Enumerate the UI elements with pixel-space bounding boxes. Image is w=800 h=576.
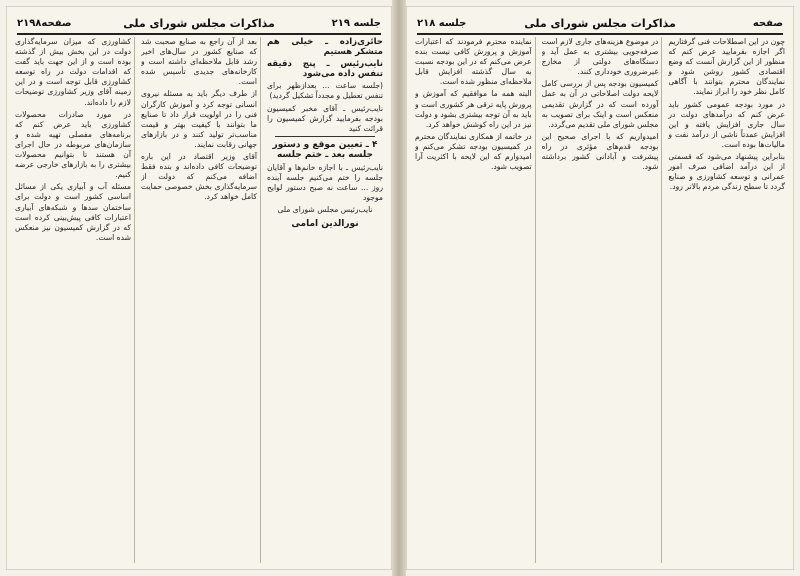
- text-column: [668, 37, 785, 563]
- signature-name: نورالدین امامی: [291, 218, 359, 229]
- paragraph: در خاتمه از همکاری نمایندگان محترم در کمیسیون بودجه تشکر می‌کنم و امیدوارم که این لایحه با اکثریت آرا تصویب شود.: [414, 131, 532, 172]
- paragraph: بنابراین پیشنهاد می‌شود که قسمتی از این درآمد اضافی صرف امور عمرانی و توسعه کشاورزی و صنایع گردد تا سطح زندگی مردم بالاتر رود.: [668, 152, 785, 192]
- page-number: صفحه: [752, 18, 783, 29]
- text-column: [415, 37, 536, 563]
- left-page-header: [17, 15, 381, 35]
- text-column: [141, 37, 261, 563]
- section-heading: ۴ ـ تعیین موقع و دستور جلسه بعد ـ ختم جلسه: [272, 139, 378, 160]
- paragraph: در موضوع هزینه‌های جاری لازم است صرفه‌جویی بیشتری به عمل آید و دستگاه‌های دولتی از مخارج غیرضروری خودداری کنند.: [541, 37, 659, 77]
- paragraph: حائری‌زاده ـ خیلی هم متشکر هستیم: [267, 37, 383, 58]
- left-page: [6, 6, 392, 570]
- session-number: جلسه ۲۱۸: [417, 18, 467, 29]
- paragraph: از طرف دیگر باید به مسئله نیروی انسانی توجه کرد و آموزش کارگران فنی را در اولویت قرار داد تا صنایع ما بتوانند با کیفیت بهتر و قیمت مناسب‌تر تولید کنند و در بازارهای جهانی رقابت نمایند.: [141, 89, 257, 149]
- text-column: [15, 37, 135, 563]
- paragraph: آقای وزیر اقتصاد در این باره توضیحات کافی داده‌اند و بنده فقط اضافه می‌کنم که دولت از سرمایه‌گذاری بخش خصوصی حمایت کامل خواهد کرد.: [141, 152, 257, 202]
- paragraph: بعد از آن راجع به صنایع صحبت شد که صنایع کشور در سال‌های اخیر رشد قابل ملاحظه‌ای داشته است و کارخانه‌های جدیدی تأسیس شده است.: [141, 37, 257, 87]
- left-columns: [15, 37, 383, 563]
- paragraph: در مورد صادرات محصولات کشاورزی باید عرض کنم که برنامه‌های مفصلی تهیه شده و سازمان‌های مربوطه در حال اجرای آن هستند تا بتوانیم محصولات بیشتری را به بازارهای خارجی عرضه کنیم.: [15, 109, 131, 180]
- paragraph: چون در این اصطلاحات فنی گرفتاریم اگر اجازه بفرمایید عرض کنم که منظور از این گزارش آنست که وضع اقتصادی کشور روشن شود و نمایندگان محترم بتوانند با آگاهی کامل نظر خود را ابراز نمایند.: [668, 37, 785, 97]
- divider: [275, 136, 375, 137]
- paragraph: نماینده محترم فرمودند که اعتبارات آموزش و پرورش کافی نیست بنده عرض می‌کنم که در این بودجه نسبت به سال گذشته افزایش قابل ملاحظه‌ای منظور شده است.: [414, 37, 532, 87]
- text-column: [267, 37, 383, 563]
- book-gutter: [392, 0, 406, 576]
- paragraph: در مورد بودجه عمومی کشور باید عرض کنم که درآمدهای دولت در سال جاری افزایش یافته و این افزایش عمدتاً ناشی از درآمد نفت و مالیات‌ها بوده است.: [668, 99, 785, 149]
- paragraph: نایب‌رئیس ـ آقای مخبر کمیسیون بودجه بفرمایید گزارش کمیسیون را قرائت کنید: [267, 103, 383, 133]
- paragraph: البته همه ما موافقیم که آموزش و پرورش پایه ترقی هر کشوری است و باید به آن توجه بیشتری بشود و دولت نیز در این راه کوشش خواهد کرد.: [414, 89, 532, 129]
- paragraph: نایب‌رئیس ـ با اجازه خانم‌ها و آقایان جلسه را ختم می‌کنیم جلسه آینده روز ... ساعت نه صبح دستور لوایح موجود: [267, 163, 383, 203]
- session-number: جلسه ۲۱۹: [331, 18, 381, 29]
- page-title: مذاکرات مجلس شورای ملی: [524, 17, 676, 30]
- page-number: صفحه۲۱۹۸: [17, 18, 72, 29]
- right-page-header: [417, 15, 783, 35]
- page-title: مذاکرات مجلس شورای ملی: [123, 17, 275, 30]
- paragraph: مسئله آب و آبیاری یکی از مسائل اساسی کشور است و دولت برای ساختمان سدها و شبکه‌های آبیاری اعتبارات کافی پیش‌بینی کرده است که در گزارش کمیسیون نیز منعکس شده است.: [15, 182, 131, 242]
- right-columns: [415, 37, 785, 563]
- paragraph: کشاورزی که میزان سرمایه‌گذاری دولت در این بخش بیش از گذشته بوده است و از این جهت باید گفت که اقدامات دولت در راه توسعه کشاورزی قابل توجه است و در این زمینه آقای وزیر کشاورزی توضیحات لازم را داده‌اند.: [15, 37, 131, 107]
- paragraph: (جلسه ساعت ... بعدازظهر برای تنفس تعطیل و مجدداً تشکیل گردید): [267, 81, 383, 101]
- paragraph: نایب‌رئیس ـ پنج دقیقه تنفس داده می‌شود: [267, 59, 383, 80]
- text-column: [542, 37, 663, 563]
- right-page: [406, 6, 794, 570]
- paragraph: کمیسیون بودجه پس از بررسی کامل لایحه دولت اصلاحاتی در آن به عمل آورده است که در گزارش تقدیمی منعکس است و اینک برای تصویب به مجلس شورای ملی تقدیم می‌گردد.: [541, 79, 659, 129]
- signature-title: نایب‌رئیس مجلس شورای ملی: [277, 205, 373, 215]
- paragraph: امیدواریم که با اجرای صحیح این بودجه قدم‌های مؤثری در راه پیشرفت و آبادانی کشور برداشته شود.: [541, 131, 659, 172]
